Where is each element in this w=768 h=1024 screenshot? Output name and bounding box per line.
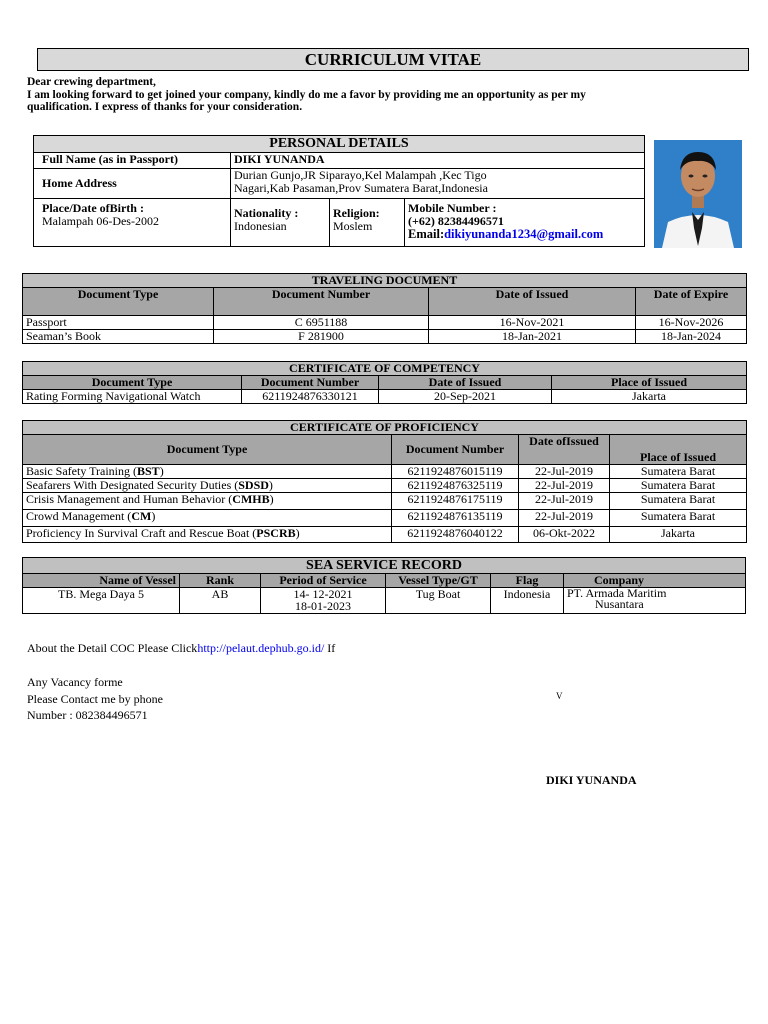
cert-name: Crowd Management (CM) bbox=[23, 510, 392, 527]
cert-name: Basic Safety Training (BST) bbox=[23, 465, 392, 479]
email-link[interactable]: dikiyunanda1234@gmail.com bbox=[444, 227, 604, 241]
coc-text: About the Detail COC Please Click bbox=[27, 641, 198, 655]
sea-service-heading: SEA SERVICE RECORD bbox=[23, 558, 746, 574]
cert-date: 22-Jul-2019 bbox=[519, 465, 610, 479]
traveling-heading: TRAVELING DOCUMENT bbox=[23, 274, 747, 288]
mobile-label: Mobile Number : bbox=[408, 201, 497, 215]
table-row bbox=[23, 316, 747, 330]
col-company: Company bbox=[564, 574, 746, 588]
vacancy-note bbox=[27, 674, 163, 724]
col-document-type: Document Type bbox=[23, 435, 392, 465]
period-to: 18-01-2023 bbox=[295, 599, 351, 613]
company-line-2: Nusantara bbox=[595, 597, 644, 611]
doc-number: 6211924876330121 bbox=[242, 390, 379, 404]
signature-mark: V bbox=[556, 691, 563, 701]
personal-details-heading: PERSONAL DETAILS bbox=[34, 136, 645, 153]
period-from: 14- 12-2021 bbox=[293, 587, 353, 601]
cert-number: 6211924876040122 bbox=[392, 527, 519, 543]
cert-date: 06-Okt-2022 bbox=[519, 527, 610, 543]
vessel-company bbox=[564, 588, 746, 614]
doc-issued: 18-Jan-2021 bbox=[429, 330, 636, 344]
profile-photo bbox=[654, 140, 742, 248]
personal-details-table bbox=[33, 135, 645, 247]
coc-note bbox=[27, 641, 335, 656]
doc-expire: 16-Nov-2026 bbox=[636, 316, 747, 330]
birth-cell bbox=[34, 199, 231, 247]
birth-label: Place/Date ofBirth : bbox=[42, 201, 144, 215]
letter-body: I am looking forward to get joined your company, kindly do me a favor by providing me an opportunity as per my qualification. I express of thanks for your consideration. bbox=[27, 88, 586, 113]
proficiency-heading: CERTIFICATE OF PROFICIENCY bbox=[23, 421, 747, 435]
cert-number: 6211924876135119 bbox=[392, 510, 519, 527]
col-period: Period of Service bbox=[261, 574, 386, 588]
cert-number: 6211924876175119 bbox=[392, 493, 519, 510]
table-row bbox=[23, 510, 747, 527]
cert-date: 22-Jul-2019 bbox=[519, 479, 610, 493]
religion-value: Moslem bbox=[333, 219, 373, 233]
nationality-value: Indonesian bbox=[234, 219, 287, 233]
sea-service-table bbox=[22, 557, 746, 614]
cert-place: Sumatera Barat bbox=[610, 479, 747, 493]
cert-name: Seafarers With Designated Security Duties (SDSD) bbox=[23, 479, 392, 493]
cert-number: 6211924876015119 bbox=[392, 465, 519, 479]
full-name-label: Full Name (as in Passport) bbox=[34, 153, 231, 169]
table-row bbox=[23, 479, 747, 493]
col-date-issued: Date of Issued bbox=[429, 288, 636, 316]
competency-heading: CERTIFICATE OF COMPETENCY bbox=[23, 362, 747, 376]
col-document-number: Document Number bbox=[214, 288, 429, 316]
full-name-value: DIKI YUNANDA bbox=[231, 153, 645, 169]
col-vessel-name: Name of Vessel bbox=[23, 574, 180, 588]
cert-date: 22-Jul-2019 bbox=[519, 493, 610, 510]
col-place-issued: Place of Issued bbox=[552, 376, 747, 390]
table-row bbox=[23, 465, 747, 479]
col-date-expire: Date of Expire bbox=[636, 288, 747, 316]
doc-type: Seaman’s Book bbox=[23, 330, 214, 344]
col-date-issued: Date ofIssued bbox=[519, 435, 610, 465]
email-label: Email: bbox=[408, 227, 445, 241]
cert-name: Proficiency In Survival Craft and Rescue Boat (PSCRB) bbox=[23, 527, 392, 543]
col-document-number: Document Number bbox=[392, 435, 519, 465]
col-rank: Rank bbox=[180, 574, 261, 588]
doc-type: Passport bbox=[23, 316, 214, 330]
vessel-rank: AB bbox=[180, 588, 261, 614]
religion-label: Religion: bbox=[333, 206, 380, 220]
nationality-cell bbox=[231, 199, 330, 247]
letter-salutation: Dear crewing department, bbox=[27, 76, 156, 88]
col-document-type: Document Type bbox=[23, 376, 242, 390]
vessel-period bbox=[261, 588, 386, 614]
col-place-issued: Place of Issued bbox=[610, 435, 747, 465]
col-date-issued: Date of Issued bbox=[379, 376, 552, 390]
vacancy-line-3: Number : 082384496571 bbox=[27, 708, 148, 722]
vessel-flag: Indonesia bbox=[491, 588, 564, 614]
doc-number: F 281900 bbox=[214, 330, 429, 344]
table-row bbox=[23, 493, 747, 510]
cert-place: Jakarta bbox=[610, 527, 747, 543]
signature-name: DIKI YUNANDA bbox=[546, 773, 637, 787]
cert-name: Crisis Management and Human Behavior (CMHB) bbox=[23, 493, 392, 510]
religion-cell bbox=[330, 199, 405, 247]
col-document-number: Document Number bbox=[242, 376, 379, 390]
address-line-2: Nagari,Kab Pasaman,Prov Sumatera Barat,Indonesia bbox=[234, 181, 488, 195]
coc-link[interactable]: http://pelaut.dephub.go.id/ bbox=[197, 641, 325, 655]
doc-issued: 20-Sep-2021 bbox=[379, 390, 552, 404]
doc-number: C 6951188 bbox=[214, 316, 429, 330]
birth-value: Malampah 06-Des-2002 bbox=[42, 214, 159, 228]
vessel-name: TB. Mega Daya 5 bbox=[23, 588, 180, 614]
contact-cell bbox=[405, 199, 645, 247]
cert-place: Sumatera Barat bbox=[610, 510, 747, 527]
cv-title: CURRICULUM VITAE bbox=[37, 48, 749, 71]
coc-after: If bbox=[324, 641, 336, 655]
vacancy-line-1: Any Vacancy forme bbox=[27, 675, 123, 689]
col-document-type: Document Type bbox=[23, 288, 214, 316]
table-row bbox=[23, 588, 746, 614]
cert-date: 22-Jul-2019 bbox=[519, 510, 610, 527]
competency-table bbox=[22, 361, 747, 404]
doc-type: Rating Forming Navigational Watch bbox=[23, 390, 242, 404]
company-line-1: PT. Armada Maritim bbox=[567, 586, 667, 600]
doc-place: Jakarta bbox=[552, 390, 747, 404]
col-flag: Flag bbox=[491, 574, 564, 588]
address-line-1: Durian Gunjo,JR Siparayo,Kel Malampah ,Kec Tigo bbox=[234, 168, 487, 182]
cert-place: Sumatera Barat bbox=[610, 465, 747, 479]
cert-place: Sumatera Barat bbox=[610, 493, 747, 510]
table-row bbox=[23, 527, 747, 543]
doc-issued: 16-Nov-2021 bbox=[429, 316, 636, 330]
address-value bbox=[231, 169, 645, 199]
nationality-label: Nationality : bbox=[234, 206, 299, 220]
cert-number: 6211924876325119 bbox=[392, 479, 519, 493]
table-row bbox=[23, 390, 747, 404]
traveling-document-table bbox=[22, 273, 747, 344]
vessel-type: Tug Boat bbox=[386, 588, 491, 614]
proficiency-table bbox=[22, 420, 747, 543]
cover-letter bbox=[27, 76, 627, 114]
doc-expire: 18-Jan-2024 bbox=[636, 330, 747, 344]
vacancy-line-2: Please Contact me by phone bbox=[27, 691, 163, 706]
col-vessel-type: Vessel Type/GT bbox=[386, 574, 491, 588]
table-row bbox=[23, 330, 747, 344]
address-label: Home Address bbox=[34, 169, 231, 199]
mobile-value: (+62) 82384496571 bbox=[408, 214, 504, 228]
